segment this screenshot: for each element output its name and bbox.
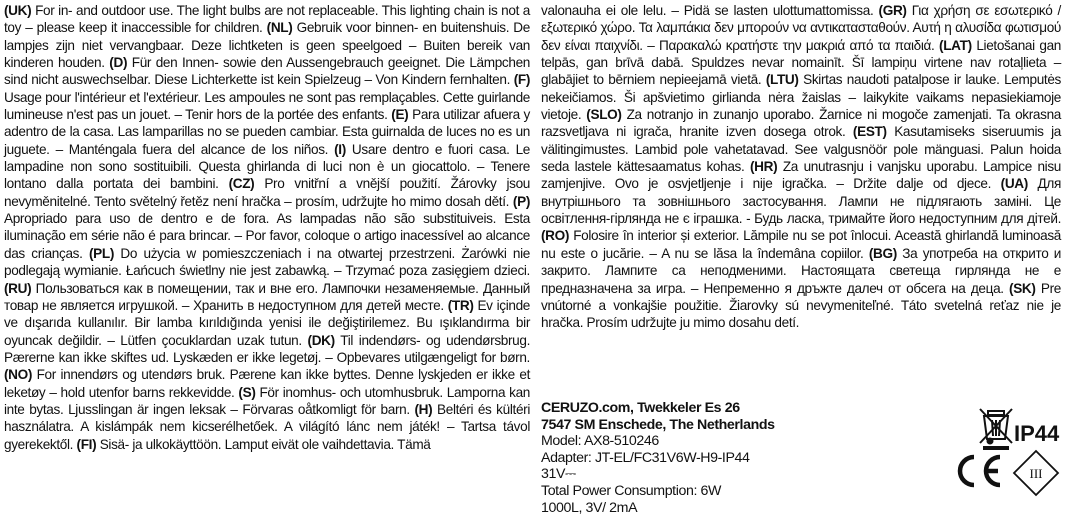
right-lang-code: (SK): [1009, 280, 1036, 296]
spec-rating: 1000L, 3V/ 2mA: [541, 499, 638, 516]
left-lang-text: Für den Innen- sowie den Aussengebrauch geeignet. Die Lämpchen sind nicht auswechselbar. Diese Lichterkette ist kein Spielzeug – Von Kindern fernhalten.: [4, 55, 530, 88]
left-lang-code: (D): [109, 55, 128, 71]
instructions-left-column: [4, 2, 530, 453]
left-lang-text: Apropriado para uso de dentro e de fora. As lampadas não são substituiveis. Esta iluminação em série não é para brincar. – Por favor, coloque o artigo inacessível ao alcance das crianças.: [4, 211, 530, 261]
left-lang-code: (F): [513, 72, 530, 88]
spec-adapter: Adapter: JT-EL/FC31V6W-H9-IP44: [541, 449, 750, 466]
right-lang-text: Za notranjo in zunanjo uporabo. Žarnice ni mogoče zamenjati. Ta okrasna razsvetljava ni igrača, hranite izven dosega otrok.: [541, 107, 1061, 140]
left-lang-text: For innendørs og utendørs bruk. Pærene kan ikke byttes. Denne lyskjeden er ikke et leketøy – hold utenfor barns rekkevidde.: [4, 367, 530, 400]
right-lang-text: За употреба на открито и закрито. Лампите са неподменими. Настоящата светеща гирлянда не е предназначена за игра. – Непременно я дръжте далеч от обсега на деца.: [541, 245, 1062, 296]
left-lang-text: Gebruik voor binnen- en buitenshuis. De lampjes zijn niet vervangbaar. Deze lichtketen is geen speelgoed – Buiten bereik van kinderen houden.: [4, 20, 530, 71]
instructions-right-column: [541, 2, 1061, 332]
spec-voltage: 31V⎓: [541, 466, 576, 483]
left-lang-code: (NO): [4, 367, 33, 383]
right-lang-code: (LAT): [939, 37, 972, 53]
right-lang-text: Για χρήση σε εσωτερικό / εξωτερικό χώρο. Τα λαμπάκια δεν μπορούν να αντικατασταθούν. Αυτή η αλυσίδα φωτισμού δεν είναι παιχνίδι. – Παρακαλώ κρατήστε την μακριά από τα παιδιά.: [541, 3, 1061, 53]
left-lang-code: (E): [391, 107, 409, 123]
left-lang-code: (S): [238, 384, 256, 400]
weee-bin-icon: [980, 409, 1012, 450]
spec-model: Model: AX8-510246: [541, 433, 659, 450]
left-lang-text: För inomhus- och utomhusbruk. Lamporna kan inte bytas. Ljusslingan är ingen leksak – Förvaras oåtkomligt för barn.: [4, 384, 530, 417]
right-lang-code: (RO): [541, 228, 570, 244]
left-lang-text: Beltéri és kültéri használatra. A kislámpák nem kicserélhetőek. A világító lánc nem játék! – Tartsa távol gyerekektől.: [4, 401, 530, 452]
right-lang-code: (EST): [852, 124, 887, 140]
right-lang-code: (GR): [878, 3, 907, 18]
left-lang-code: (FI): [76, 436, 97, 452]
spec-power: Total Power Consumption: 6W: [541, 482, 722, 499]
right-lang-code: (HR): [749, 159, 778, 175]
ce-mark-icon: [960, 457, 1000, 485]
left-lang-text: Usare dentro e fuori casa. Le lampadine non sono sostituibili. Questa ghirlanda di luci non è un giocattolo. – Tenere lontano dalla portata dei bambini.: [4, 141, 530, 192]
right-lang-text: Za unutrasnju i vanjsku uporabu. Lampice nisu zamjenjive. Ovo je osvjetljenje i nije igračka. – Držite dalje od djece.: [541, 159, 1062, 192]
left-lang-code: (RU): [4, 280, 32, 296]
left-lang-text: Pro vnitřní a vnější použití. Žárovky jsou nevyměnitelné. Tento světelný řetěz není hračka – prosím, udržujte ho mimo dosah dětí.: [4, 176, 530, 209]
left-lang-code: (UK): [4, 3, 32, 18]
certification-marks: [940, 405, 1065, 501]
company-address: CERUZO.com, Twekkeler Es 26: [541, 400, 740, 416]
left-lang-text: Para utilizar afuera y adentro de la casa. Las lamparillas no se pueden cambiar. Esta guirnalda de luces no es un juguete. – Manténgala fuera del alcance de los niños.: [4, 107, 530, 157]
left-lang-text: Sisä- ja ulkokäyttöön. Lamput eivät ole vaihdettavia. Tämä: [96, 436, 431, 452]
left-lang-text: For in- and outdoor use. The light bulbs are not replaceable. This lighting chain is not a toy – please keep it inaccessible for children.: [4, 3, 530, 36]
class-iii-label: III: [1029, 466, 1043, 481]
right-lang-code: (UA): [1000, 176, 1028, 192]
left-lang-code: (DK): [307, 332, 335, 348]
ip-rating-label: IP44: [1014, 421, 1060, 446]
left-lang-text: Ev içinde ve dışarıda kullanılır. Bir lamba kırıldığında yenisi ile değiştirilemez. Bu ışıklandırma bir oyuncak değildir. – Lütfen çocuklardan uzak tutun.: [4, 297, 530, 348]
right-lang-code: (SLO): [586, 107, 622, 123]
class-iii-icon: [1014, 451, 1058, 495]
left-lang-code: (PL): [88, 245, 114, 261]
left-lang-code: (TR): [447, 297, 474, 313]
right-lang-text: valonauha ei ole lelu. – Pidä se lasten ulottumattomissa.: [541, 3, 879, 18]
left-lang-code: (H): [414, 401, 433, 417]
left-lang-code: (NL): [266, 20, 293, 36]
right-lang-code: (LTU): [765, 72, 799, 88]
right-lang-text: Pre vnútorné a vonkajšie použitie. Žiarovky sú nevymeniteľné. Táto svetelná reťaz nie je hračka. Prosím udržujte ju mimo dosahu detí.: [541, 280, 1061, 331]
left-lang-text: Usage pour l'intérieur et l'extérieur. Les ampoules ne sont pas remplaçables. Cette guirlande lumineuse n'est pas un jouet. – Tenir hors de la portée des enfants.: [4, 89, 530, 123]
right-lang-text: Folosire în interior și exterior. Lămpile nu se pot înlocui. Această ghirlandă luminoasă nu este o jucărie. – A nu se lăsa la îndemâna copiilor.: [541, 228, 1061, 261]
left-lang-text: Til indendørs- og udendørsbrug. Pærerne kan ikke skiftes ud. Lyskæden er ikke legetøj. – Opbevares utilgængeligt for børn.: [4, 332, 530, 365]
left-lang-code: (CZ): [228, 176, 255, 192]
right-lang-text: Skirtas naudoti patalpose ir lauke. Lemputės nekeičiamos. Ši apšvietimo girlianda nėra žaislas – laikykite vaikams nepasiekiamoje vietoje.: [541, 72, 1061, 123]
right-lang-text: Lietošanai gan telpās, gan brīvā dabā. Spuldzes nevar nomainīt. Šī lampiņu virtene nav rotaļlieta – glabājiet to bērniem nepieejamā vietā.: [541, 37, 1061, 88]
manufacturer-info: [541, 400, 775, 516]
left-lang-code: (P): [512, 193, 530, 209]
left-lang-text: Пользоваться как в помещении, так и вне его. Лампочки незаменяемые. Данный товар не является игрушкой. – Хранить в недоступном для детей месте.: [4, 280, 530, 313]
right-lang-text: Kasutamiseks siseruumis ja välitingimustes. Lambid pole vahetatavad. See valgusnöör pole mänguasi. Palun hoida seda lastele kättesaamatus kohas.: [541, 124, 1061, 175]
company-city: 7547 SM Enschede, The Netherlands: [541, 416, 775, 433]
right-lang-text: Для внутрішнього та зовнішнього застосування. Лампи не підлягають заміні. Це освітлення-гірлянда не є іграшка. - Будь ласка, тримайте його недоступним для дітей.: [541, 176, 1061, 227]
left-lang-code: (I): [334, 141, 346, 157]
right-lang-code: (BG): [868, 245, 897, 261]
left-lang-text: Do użycia w pomieszczeniach i na otwartej przestrzeni. Żarówki nie podlegają wymianie. Łańcuch świetlny nie jest zabawką. – Trzymać poza zasięgiem dzieci.: [4, 245, 530, 279]
